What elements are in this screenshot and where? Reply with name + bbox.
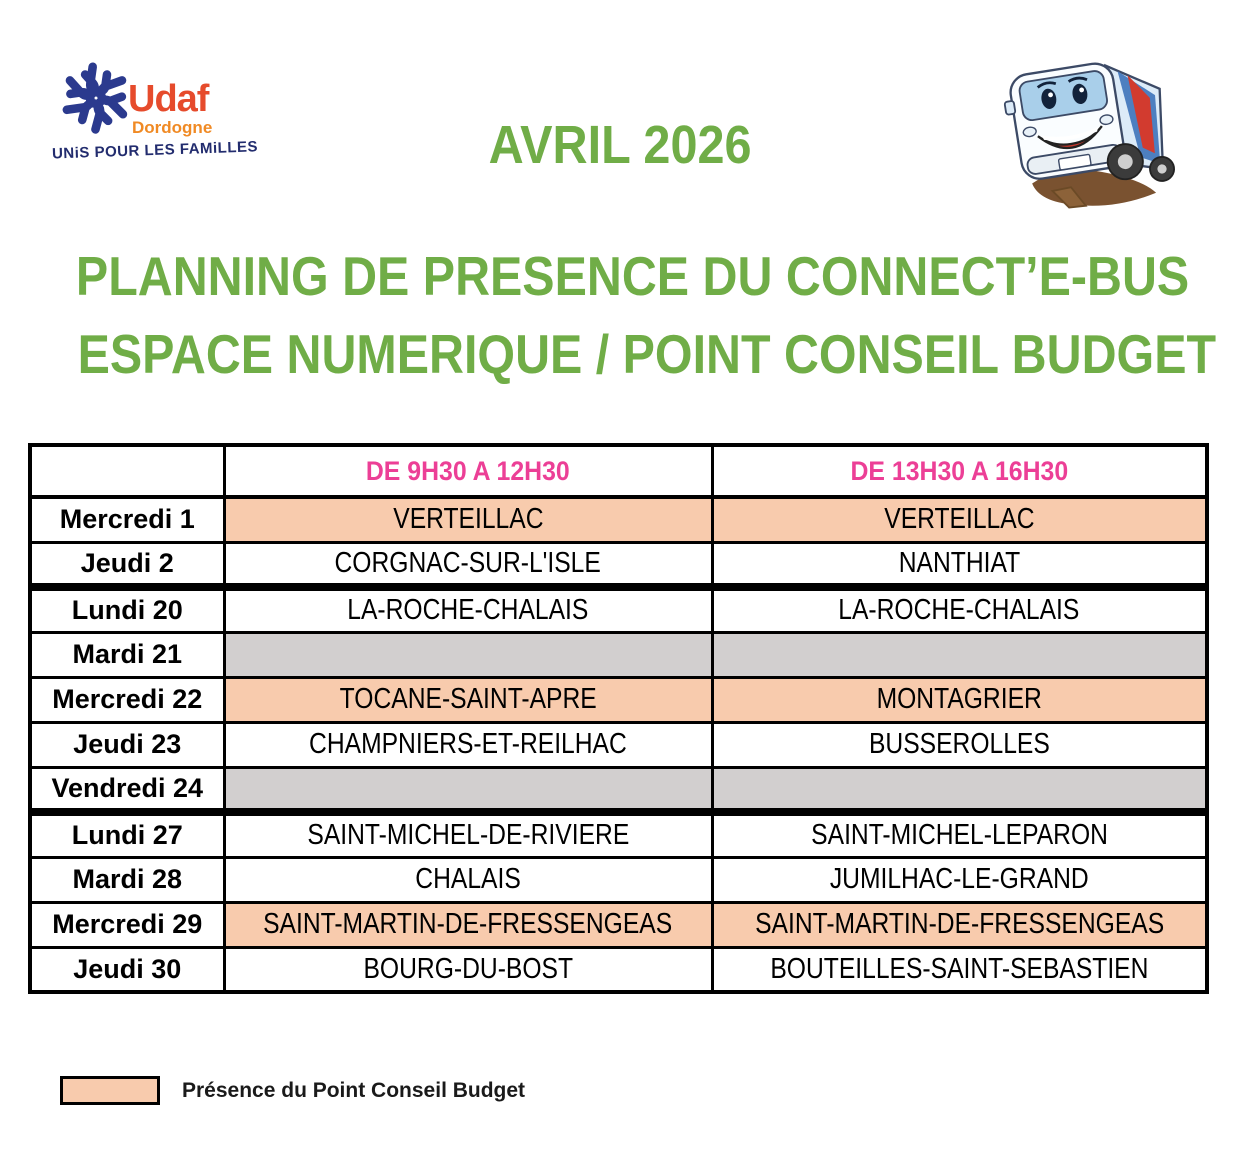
afternoon-cell: LA-ROCHE-CHALAIS: [712, 587, 1207, 632]
afternoon-cell: VERTEILLAC: [712, 497, 1207, 542]
afternoon-cell: NANTHIAT: [712, 542, 1207, 587]
afternoon-cell: JUMILHAC-LE-GRAND: [712, 857, 1207, 902]
bus-icon: [997, 52, 1182, 217]
day-label: Mardi 28: [30, 857, 224, 902]
afternoon-cell: [712, 632, 1207, 677]
day-label: Jeudi 30: [30, 947, 224, 992]
day-label: Lundi 20: [30, 587, 224, 632]
schedule-table-body: [30, 497, 1207, 992]
afternoon-cell: BOUTEILLES-SAINT-SEBASTIEN: [712, 947, 1207, 992]
day-label: Lundi 27: [30, 812, 224, 857]
day-label: Jeudi 23: [30, 722, 224, 767]
morning-cell: SAINT-MICHEL-DE-RIVIERE: [224, 812, 712, 857]
morning-cell: [224, 767, 712, 812]
table-row: [30, 497, 1207, 542]
table-row: [30, 677, 1207, 722]
morning-cell: VERTEILLAC: [224, 497, 712, 542]
afternoon-cell: SAINT-MARTIN-DE-FRESSENGEAS: [712, 902, 1207, 947]
day-label: Jeudi 2: [30, 542, 224, 587]
month-title: AVRIL 2026: [488, 115, 752, 175]
afternoon-cell: SAINT-MICHEL-LEPARON: [712, 812, 1207, 857]
table-row: [30, 902, 1207, 947]
corner-cell: [30, 445, 224, 497]
afternoon-cell: BUSSEROLLES: [712, 722, 1207, 767]
logo-tagline-text: UNiS POUR LES FAMiLLES: [51, 138, 259, 163]
header-row: [30, 445, 1207, 497]
morning-cell: TOCANE-SAINT-APRE: [224, 677, 712, 722]
table-row: [30, 587, 1207, 632]
morning-cell: CHAMPNIERS-ET-REILHAC: [224, 722, 712, 767]
table-row: [30, 947, 1207, 992]
day-label: Mercredi 1: [30, 497, 224, 542]
table-row: [30, 857, 1207, 902]
day-label: Mercredi 29: [30, 902, 224, 947]
morning-cell: LA-ROCHE-CHALAIS: [224, 587, 712, 632]
morning-cell: BOURG-DU-BOST: [224, 947, 712, 992]
logo-brand-text: Udaf: [128, 78, 209, 120]
morning-cell: CHALAIS: [224, 857, 712, 902]
afternoon-cell: MONTAGRIER: [712, 677, 1207, 722]
afternoon-cell: [712, 767, 1207, 812]
pcb-legend-label: Présence du Point Conseil Budget: [182, 1078, 526, 1102]
day-label: Vendredi 24: [30, 767, 224, 812]
pcb-legend-swatch: [60, 1076, 160, 1105]
table-row: [30, 767, 1207, 812]
table-row: [30, 632, 1207, 677]
legend: [60, 1076, 525, 1105]
afternoon-column-header: DE 13H30 A 16H30: [712, 445, 1207, 497]
logo-region-text: Dordogne: [132, 118, 213, 137]
morning-cell: [224, 632, 712, 677]
page-title-line1: PLANNING DE PRESENCE DU CONNECT’E-BUS: [75, 245, 1190, 307]
schedule-table: [28, 443, 1209, 994]
day-label: Mercredi 22: [30, 677, 224, 722]
morning-cell: CORGNAC-SUR-L'ISLE: [224, 542, 712, 587]
table-row: [30, 542, 1207, 587]
table-row: [30, 722, 1207, 767]
table-row: [30, 812, 1207, 857]
day-label: Mardi 21: [30, 632, 224, 677]
morning-cell: SAINT-MARTIN-DE-FRESSENGEAS: [224, 902, 712, 947]
page-title-line2: ESPACE NUMERIQUE / POINT CONSEIL BUDGET: [77, 323, 1217, 385]
morning-column-header: DE 9H30 A 12H30: [224, 445, 712, 497]
